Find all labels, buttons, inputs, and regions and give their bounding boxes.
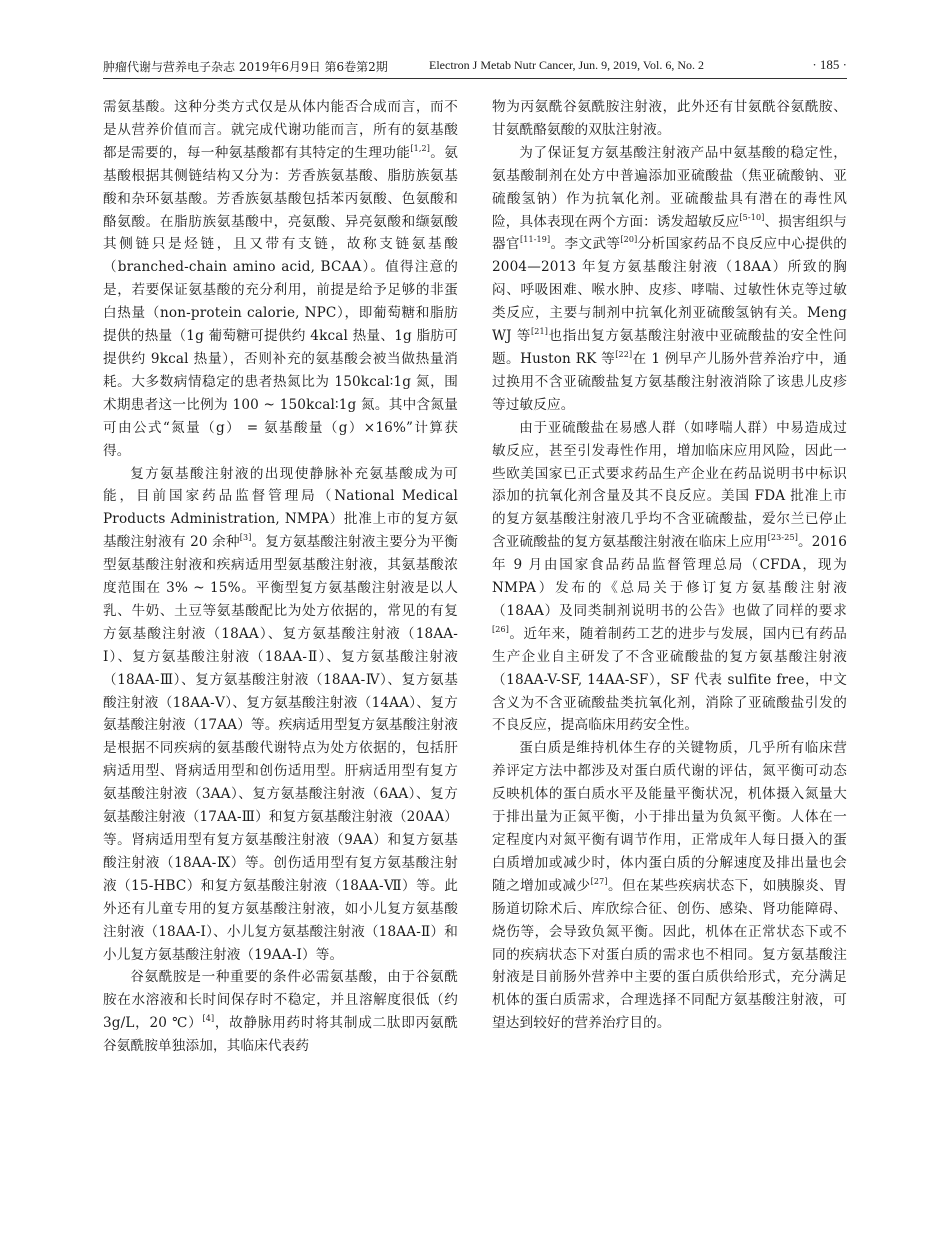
- paragraph: 需氨基酸。这种分类方式仅是从体内能否合成而言，而不是从营养价值而言。就完成代谢功能而言，所有的氨基酸都是需要的，每一种氨基酸都有其特定的生理功能[1,2]。氨基酸根据其侧链结构又分为：芳香族氨基酸、脂肪族氨基酸和杂环氨基酸。芳香族氨基酸包括苯丙氨酸、色氨酸和酪氨酸。在脂肪族氨基酸中，亮氨酸、异亮氨酸和缬氨酸其侧链只是烃链，且又带有支链，故称支链氨基酸（branched-chain amino acid, BCAA）。值得注意的是，若要保证氨基酸的充分利用，前提是给予足够的非蛋白热量（non-protein calorie, NPC），即葡萄糖和脂肪提供的热量（1g 葡萄糖可提供约 4kcal 热量、1g 脂肪可提供约 9kcal 热量），否则补充的氨基酸会被当做热量消耗。大多数病情稳定的患者热氮比为 150kcal∶1g 氮，围术期患者这一比例为 100 ~ 150kcal∶1g 氮。其中含氮量可由公式“氮量（g） = 氨基酸量（g）×16%”计算获得。: [103, 99, 458, 459]
- right-column: [492, 96, 847, 1035]
- paragraph: 由于亚硫酸盐在易感人群（如哮喘人群）中易造成过敏反应，甚至引发毒性作用，增加临床应用风险，因此一些欧美国家已正式要求药品生产企业在药品说明书中标识添加的抗氧化剂含量及其不良反应。美国 FDA 批准上市的复方氨基酸注射液几乎均不含亚硫酸盐，爱尔兰已停止含亚硫酸盐的复方氨基酸注射液在临床上应用[23-25]。2016 年 9 月由国家食品药品监督管理总局（CFDA，现为 NMPA）发布的《总局关于修订复方氨基酸注射液（18AA）及同类制剂说明书的公告》也做了同样的要求[26]。近年来，随着制药工艺的进步与发展，国内已有药品生产企业自主研发了不含亚硫酸盐的复方氨基酸注射液（18AA-V-SF, 14AA-SF），SF 代表 sulfite free，中文含义为不含亚硫酸盐类抗氧化剂，消除了亚硫酸盐引发的不良反应，提高临床用药安全性。: [492, 419, 847, 734]
- paragraph: 复方氨基酸注射液的出现使静脉补充氨基酸成为可能，目前国家药品监督管理局（National Medical Products Administration, NMPA）批准上市的复方氨基酸注射液有 20 余种[3]。复方氨基酸注射液主要分为平衡型氨基酸注射液和疾病适用型氨基酸注射液，其氨基酸浓度范围在 3% ~ 15%。平衡型复方氨基酸注射液是以人乳、牛奶、土豆等氨基酸配比为处方依据的，常见的有复方氨基酸注射液（18AA）、复方氨基酸注射液（18AA-Ⅰ）、复方氨基酸注射液（18AA-Ⅱ）、复方氨基酸注射液（18AA-Ⅲ）、复方氨基酸注射液（18AA-Ⅳ）、复方氨基酸注射液（18AA-Ⅴ）、复方氨基酸注射液（14AA）、复方氨基酸注射液（17AA）等。疾病适用型复方氨基酸注射液是根据不同疾病的氨基酸代谢特点为处方依据的，包括肝病适用型、肾病适用型和创伤适用型。肝病适用型有复方氨基酸注射液（3AA）、复方氨基酸注射液（6AA）、复方氨基酸注射液（17AA-Ⅲ）和复方氨基酸注射液（20AA）等。肾病适用型有复方氨基酸注射液（9AA）和复方氨基酸注射液（18AA-Ⅸ）等。创伤适用型有复方氨基酸注射液（15-HBC）和复方氨基酸注射液（18AA-Ⅶ）等。此外还有儿童专用的复方氨基酸注射液，如小儿复方氨基酸注射液（18AA-Ⅰ）、小儿复方氨基酸注射液（18AA-Ⅱ）和小儿复方氨基酸注射液（19AA-Ⅰ）等。: [103, 465, 458, 963]
- running-header: [103, 56, 847, 79]
- paragraph: 物为丙氨酰谷氨酰胺注射液，此外还有甘氨酰谷氨酰胺、甘氨酰酪氨酸的双肽注射液。: [492, 99, 847, 138]
- left-column: [103, 96, 458, 1058]
- paragraph: 蛋白质是维持机体生存的关键物质，几乎所有临床营养评定方法中都涉及对蛋白质代谢的评估，氮平衡可动态反映机体的蛋白质水平及能量平衡状况，机体摄入氮量大于排出量为正氮平衡，小于排出量为负氮平衡。人体在一定程度内对氮平衡有调节作用，正常成年人每日摄入的蛋白质增加或减少时，体内蛋白质的分解速度及排出量也会随之增加或减少[27]。但在某些疾病状态下，如胰腺炎、胃肠道切除术后、库欣综合征、创伤、感染、肾功能障碍、烧伤等，会导致负氮平衡。因此，机体在正常状态下或不同的疾病状态下对蛋白质的需求也不相同。复方氨基酸注射液是目前肠外营养中主要的蛋白质供给形式，充分满足机体的蛋白质需求，合理选择不同配方氨基酸注射液，可望达到较好的营养治疗目的。: [492, 740, 847, 1032]
- paragraph: 为了保证复方氨基酸注射液产品中氨基酸的稳定性，氨基酸制剂在处方中普遍添加亚硫酸盐（焦亚硫酸钠、亚硫酸氢钠）作为抗氧化剂。亚硫酸盐具有潜在的毒性风险，具体表现在两个方面：诱发超敏反应[5-10]、损害组织与器官[11-19]。李文武等[20]分析国家药品不良反应中心提供的 2004—2013 年复方氨基酸注射液（18AA）所致的胸闷、呼吸困难、喉水肿、皮疹、哮喘、过敏性休克等过敏类反应，主要与制剂中抗氧化剂亚硫酸氢钠有关。Meng WJ 等[21]也指出复方氨基酸注射液中亚硫酸盐的安全性问题。Huston RK 等[22]在 1 例早产儿肠外营养治疗中，通过换用不含亚硫酸盐复方氨基酸注射液消除了该患儿皮疹等过敏反应。: [492, 144, 848, 413]
- page-number: · 185 ·: [812, 57, 847, 72]
- journal-title-en: Electron J Metab Nutr Cancer, Jun. 9, 2019, Vol. 6, No. 2: [429, 58, 705, 72]
- journal-title-cn: 肿瘤代谢与营养电子杂志 2019年6月9日 第6卷第2期: [103, 60, 388, 74]
- paragraph: 谷氨酰胺是一种重要的条件必需氨基酸，由于谷氨酰胺在水溶液和长时间保存时不稳定，并且溶解度很低（约 3g/L，20 ℃）[4]，故静脉用药时将其制成二肽即丙氨酰谷氨酰胺单独添加，其临床代表药: [103, 969, 458, 1055]
